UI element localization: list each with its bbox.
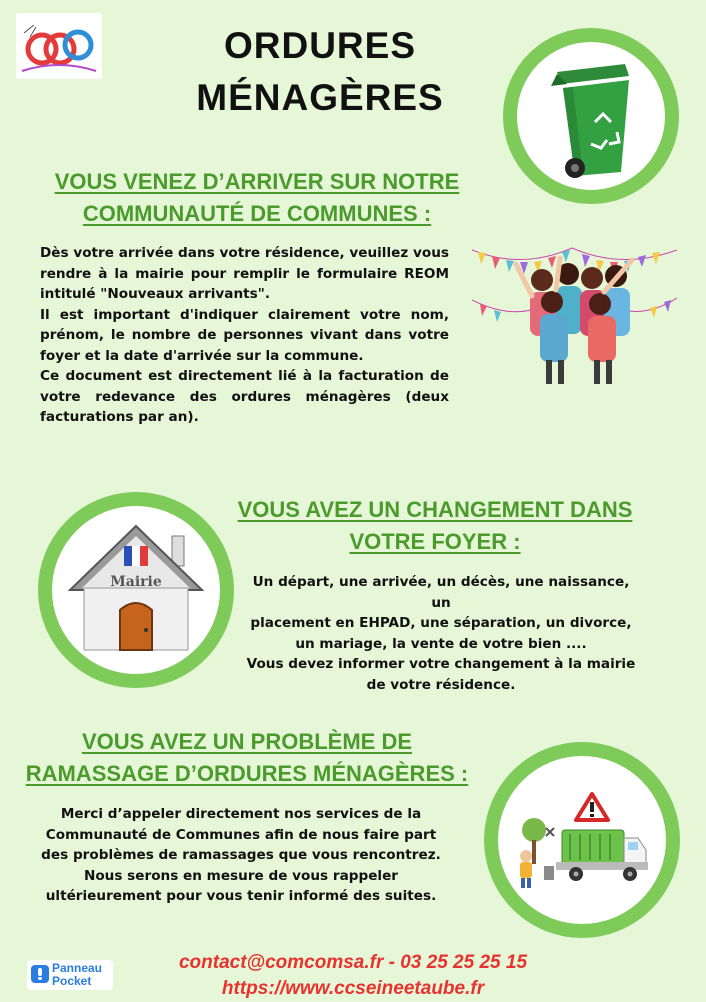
section1-para2: Il est important d'indiquer clairement votre nom, prénom, le nombre de personnes vivant dans votre foyer et la date d'arrivée sur la commune.: [40, 306, 449, 364]
section3-heading-line2: RAMASSAGE D’ORDURES MÉNAGÈRES :: [25, 761, 469, 786]
garbage-truck-warning-icon: [498, 756, 666, 924]
section1-heading: [30, 166, 484, 230]
section1-para3: Ce document est directement lié à la facturation de votre redevance des ordures ménagères (deux facturations par an).: [40, 368, 449, 425]
trash-bin-ring: [503, 28, 679, 204]
page-title: [190, 20, 450, 124]
contact-block: [150, 950, 556, 1002]
green-trash-bin-icon: [517, 42, 665, 190]
website-link[interactable]: https://www.ccseineetaube.fr: [221, 978, 485, 999]
section2-line3: un mariage, la vente de votre bien ....: [295, 635, 587, 652]
panneau-pocket-icon: [31, 965, 49, 983]
section1-text: [40, 243, 449, 428]
section1-para1: Dès votre arrivée dans votre résidence, veuillez vous rendre à la mairie pour remplir le formulaire REOM intitulé "Nouveaux arrivants".: [40, 245, 449, 302]
panneau-pocket-badge[interactable]: [27, 960, 113, 990]
section3-line3: des problèmes de ramassages que vous rencontrez.: [41, 847, 441, 863]
section2-line2: placement en EHPAD, une séparation, un divorce,: [250, 615, 632, 631]
section2-heading-line2: VOTRE FOYER :: [349, 529, 521, 554]
celebrating-people-with-bunting-icon: [472, 240, 677, 388]
section2-line1: Un départ, une arrivée, un décès, une naissance, un: [252, 574, 630, 611]
town-hall-house-icon: [52, 506, 220, 674]
section2-heading: [222, 494, 648, 558]
section1-heading-line1: VOUS VENEZ D’ARRIVER SUR NOTRE: [54, 169, 460, 194]
contact-email-phone[interactable]: contact@comcomsa.fr - 03 25 25 25 15: [178, 952, 528, 973]
section1-heading-line2: COMMUNAUTÉ DE COMMUNES :: [82, 201, 432, 226]
section2-line4: Vous devez informer votre changement à la mairie: [246, 656, 636, 672]
panneau-pocket-line2: Pocket: [52, 974, 92, 988]
section3-heading: [14, 726, 480, 790]
mairie-ring: [38, 492, 234, 688]
panneau-pocket-line1: Panneau: [52, 961, 103, 975]
section3-line2: Communauté de Communes afin de nous faire part: [45, 826, 437, 843]
section3-text: [36, 804, 446, 907]
title-line-2: MÉNAGÈRES: [196, 77, 444, 118]
section3-heading-line1: VOUS AVEZ UN PROBLÈME DE: [81, 729, 413, 754]
ccsa-logo: [16, 13, 102, 79]
section2-text: [244, 572, 638, 695]
garbage-truck-ring: [484, 742, 680, 938]
mairie-label: Mairie: [110, 574, 162, 590]
section3-line1: Merci d’appeler directement nos services de la: [60, 806, 422, 822]
section2-line5: de votre résidence.: [366, 676, 516, 693]
section3-line4: Nous serons en mesure de vous rappeler: [83, 867, 399, 884]
section3-line5: ultérieurement pour vous tenir informé des suites.: [45, 888, 437, 904]
title-line-1: ORDURES: [223, 25, 417, 66]
section2-heading-line1: VOUS AVEZ UN CHANGEMENT DANS: [237, 497, 633, 522]
